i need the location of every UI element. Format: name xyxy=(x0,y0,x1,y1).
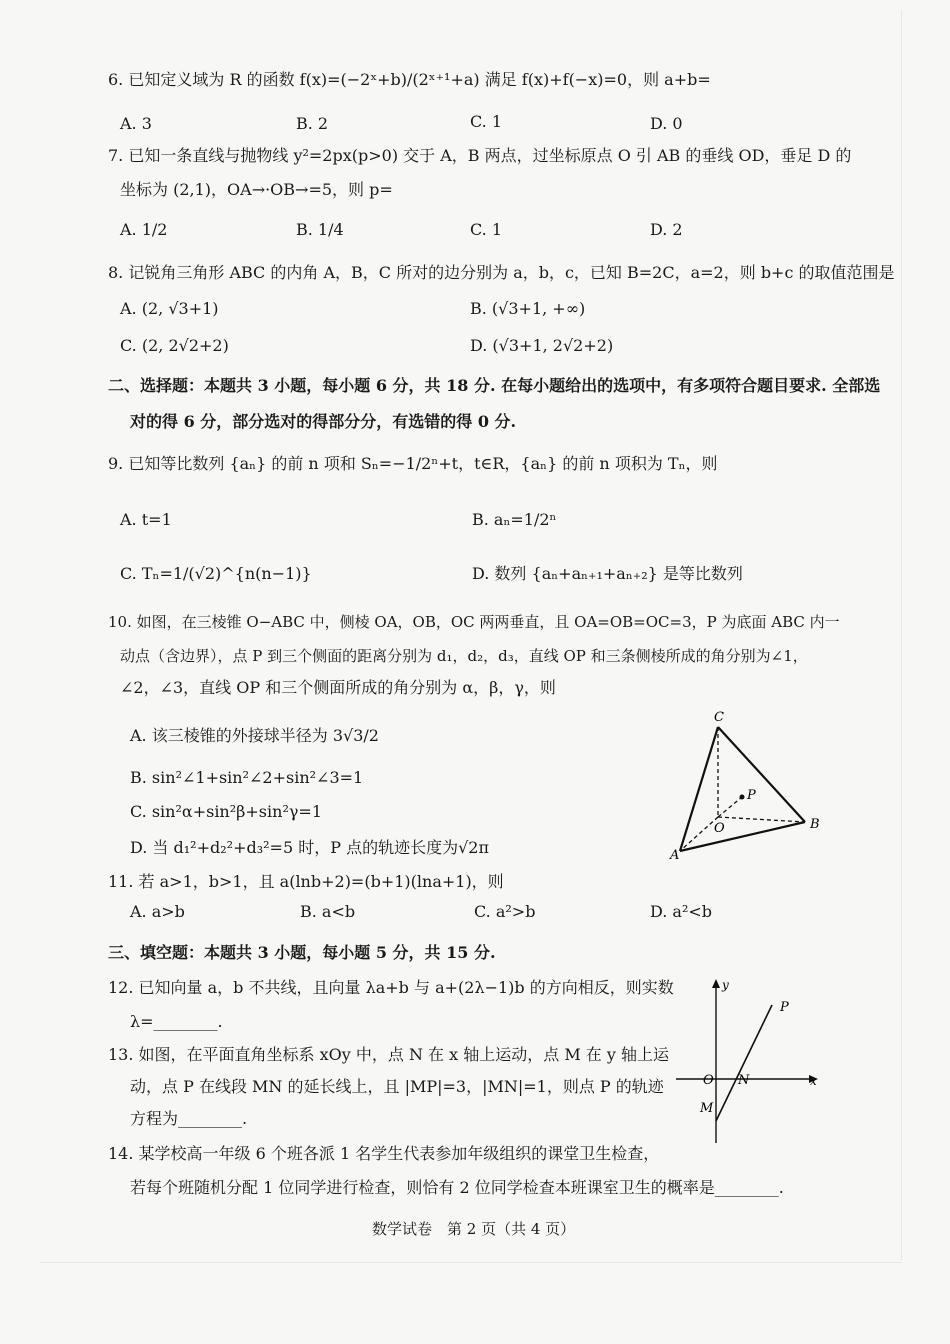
q9-option-b: B. aₙ=1/2ⁿ xyxy=(472,510,557,529)
page-edge-bottom xyxy=(40,1262,902,1263)
q8-option-c: C. (2, 2√2+2) xyxy=(120,336,229,355)
q6-option-b: B. 2 xyxy=(296,114,329,133)
edge-ca xyxy=(680,727,718,851)
section2-header-line2: 对的得 6 分，部分选对的得部分分，有选错的得 0 分. xyxy=(130,412,517,431)
q7-option-a: A. 1/2 xyxy=(120,220,168,239)
q10-option-d: D. 当 d₁²+d₂²+d₃²=5 时，P 点的轨迹长度为√2π xyxy=(130,838,489,857)
point-p xyxy=(740,795,745,800)
q12-line1: 12. 已知向量 a，b 不共线，且向量 λa+b 与 a+(2λ−1)b 的方向相反，则实数 xyxy=(108,978,674,997)
q10-option-a: A. 该三棱锥的外接球半径为 3√3/2 xyxy=(130,726,379,745)
q6-option-d: D. 0 xyxy=(650,114,683,133)
q7-option-c: C. 1 xyxy=(470,220,503,239)
y-axis-arrow-icon xyxy=(712,979,720,988)
page-edge xyxy=(901,10,902,1260)
label-m: M xyxy=(700,1101,714,1116)
q6-stem: 6. 已知定义域为 R 的函数 f(x)=(−2ˣ+b)/(2ˣ⁺¹+a) 满足 f(x)+f(−x)=0，则 a+b= xyxy=(108,70,711,89)
section2-header-line1: 二、选择题：本题共 3 小题，每小题 6 分，共 18 分. 在每小题给出的选项中，有多项符合题目要求. 全部选 xyxy=(108,376,881,395)
q7-option-d: D. 2 xyxy=(650,220,683,239)
label-n: N xyxy=(738,1073,750,1088)
q10-stem-line2: 动点（含边界），点 P 到三个侧面的距离分别为 d₁，d₂，d₃，直线 OP 和三条侧棱所成的角分别为∠1， xyxy=(120,647,808,665)
segment-op-dashed xyxy=(718,797,742,817)
edge-ob-dashed xyxy=(718,817,805,822)
q10-stem-line3: ∠2，∠3，直线 OP 和三个侧面所成的角分别为 α，β，γ，则 xyxy=(120,678,556,697)
edge-ab xyxy=(680,822,805,851)
page-footer: 数学试卷 第 2 页（共 4 页） xyxy=(372,1220,576,1238)
q10-option-b: B. sin²∠1+sin²∠2+sin²∠3=1 xyxy=(130,768,364,787)
label-p: P xyxy=(780,1000,789,1015)
q14-line2: 若每个班随机分配 1 位同学进行检查，则恰有 2 位同学检查本班课室卫生的概率是________. xyxy=(130,1178,784,1197)
tetrahedron-figure xyxy=(660,705,830,865)
q7-option-b: B. 1/4 xyxy=(296,220,344,239)
q8-option-a: A. (2, √3+1) xyxy=(120,299,219,318)
q12-line2: λ=________. xyxy=(130,1012,223,1031)
q8-option-b: B. (√3+1, +∞) xyxy=(470,299,586,318)
q6-option-c: C. 1 xyxy=(470,112,503,131)
q11-option-a: A. a>b xyxy=(130,902,185,921)
label-y: y xyxy=(722,978,729,992)
q11-option-c: C. a²>b xyxy=(474,902,536,921)
q7-stem-line1: 7. 已知一条直线与抛物线 y²=2px(p>0) 交于 A，B 两点，过坐标原点 O 引 AB 的垂线 OD，垂足 D 的 xyxy=(108,146,852,165)
q13-line2: 动，点 P 在线段 MN 的延长线上，且 |MP|=3，|MN|=1，则点 P 的轨迹 xyxy=(130,1077,664,1096)
section3-header: 三、填空题：本题共 3 小题，每小题 5 分，共 15 分. xyxy=(108,943,496,962)
q13-line1: 13. 如图，在平面直角坐标系 xOy 中，点 N 在 x 轴上运动，点 M 在 y 轴上运 xyxy=(108,1045,670,1064)
q7-stem-line2: 坐标为 (2,1)，OA→·OB→=5，则 p= xyxy=(120,180,393,199)
q9-option-d: D. 数列 {aₙ+aₙ₊₁+aₙ₊₂} 是等比数列 xyxy=(472,564,743,583)
q8-stem: 8. 记锐角三角形 ABC 的内角 A，B，C 所对的边分别为 a，b，c，已知 B=2C，a=2，则 b+c 的取值范围是 xyxy=(108,263,895,282)
q9-stem: 9. 已知等比数列 {aₙ} 的前 n 项和 Sₙ=−1/2ⁿ+t，t∈R，{aₙ} 的前 n 项积为 Tₙ，则 xyxy=(108,454,718,473)
label-a: A xyxy=(670,848,680,863)
edge-cb xyxy=(718,727,805,822)
label-o: O xyxy=(703,1073,714,1088)
q10-stem-line1: 10. 如图，在三棱锥 O−ABC 中，侧棱 OA，OB，OC 两两垂直，且 OA=OB=OC=3，P 为底面 ABC 内一 xyxy=(108,613,840,631)
q11-stem: 11. 若 a>1，b>1，且 a(lnb+2)=(b+1)(lna+1)，则 xyxy=(108,872,504,891)
q10-option-c: C. sin²α+sin²β+sin²γ=1 xyxy=(130,802,322,821)
label-x: x xyxy=(810,1074,817,1088)
line-mp xyxy=(716,1005,772,1121)
label-c: C xyxy=(714,710,724,725)
q14-line1: 14. 某学校高一年级 6 个班各派 1 名学生代表参加年级组织的课堂卫生检查， xyxy=(108,1144,660,1163)
label-o: O xyxy=(714,821,725,836)
q9-option-a: A. t=1 xyxy=(120,510,172,529)
label-p: P xyxy=(747,788,756,803)
coordinate-figure xyxy=(668,975,828,1145)
q8-option-d: D. (√3+1, 2√2+2) xyxy=(470,336,614,355)
q9-option-c: C. Tₙ=1/(√2)^{n(n−1)} xyxy=(120,564,312,583)
label-b: B xyxy=(810,817,820,832)
q6-option-a: A. 3 xyxy=(120,114,152,133)
q11-option-d: D. a²<b xyxy=(650,902,713,921)
q13-line3: 方程为________. xyxy=(130,1109,248,1128)
q11-option-b: B. a<b xyxy=(300,902,356,921)
